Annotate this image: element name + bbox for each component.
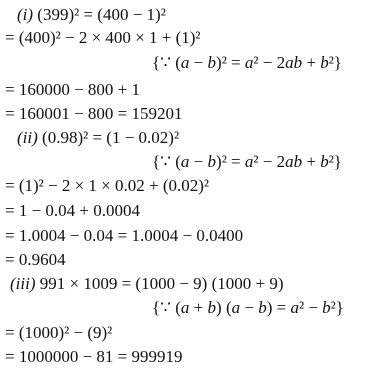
variable-a: a — [231, 298, 241, 317]
part-i-line-2: = (400)² − 2 × 400 × 1 + (1)² — [5, 28, 201, 47]
variable-a: a — [244, 152, 254, 171]
variable-a: a — [180, 152, 190, 171]
part-iii-line-4: = 1000000 − 81 = 999919 — [5, 347, 183, 366]
variable-b: b — [320, 53, 329, 72]
part-ii-line-4: = 1 − 0.04 + 0.0004 — [5, 201, 141, 220]
variable-a: a — [285, 53, 294, 72]
part-ii-line-6: = 0.9604 — [5, 250, 66, 269]
variable-b: b — [258, 298, 267, 317]
part-i-label: (i) — [17, 5, 34, 24]
variable-b: b — [322, 298, 331, 317]
variable-a: a — [290, 298, 299, 317]
variable-b: b — [207, 152, 217, 171]
part-i-expression: (399)² = (400 − 1)² — [37, 5, 166, 24]
variable-b: b — [320, 152, 329, 171]
part-ii-expression: (0.98)² = (1 − 0.02)² — [42, 128, 180, 147]
variable-a: a — [285, 152, 294, 171]
part-i-line-5: = 160001 − 800 = 159201 — [5, 104, 183, 123]
part-ii-line-1 — [17, 128, 179, 148]
part-ii-line-5: = 1.0004 − 0.04 = 1.0004 − 0.0400 — [5, 226, 244, 245]
variable-a: a — [180, 53, 190, 72]
variable-a: a — [180, 298, 190, 317]
part-i-line-4: = 160000 − 800 + 1 — [5, 80, 141, 99]
part-iii-line-3: = (1000)² − (9)² — [5, 323, 113, 342]
variable-b: b — [207, 298, 217, 317]
part-iii-identity: {∵ (a + b) (a − b) = a² − b²} — [152, 298, 344, 317]
part-iii-label: (iii) — [10, 274, 36, 293]
part-ii-label: (ii) — [17, 128, 38, 147]
part-iii-line-1 — [10, 274, 284, 294]
variable-b: b — [207, 53, 217, 72]
part-i-identity: {∵ (a − b)² = a² − 2ab + b²} — [152, 53, 342, 72]
variable-b: b — [293, 53, 303, 72]
variable-a: a — [244, 53, 254, 72]
variable-b: b — [293, 152, 303, 171]
part-iii-expression: 991 × 1009 = (1000 − 9) (1000 + 9) — [39, 274, 284, 293]
part-ii-identity: {∵ (a − b)² = a² − 2ab + b²} — [152, 152, 342, 171]
part-i-line-1 — [17, 5, 166, 25]
part-ii-line-3: = (1)² − 2 × 1 × 0.02 + (0.02)² — [5, 176, 210, 195]
